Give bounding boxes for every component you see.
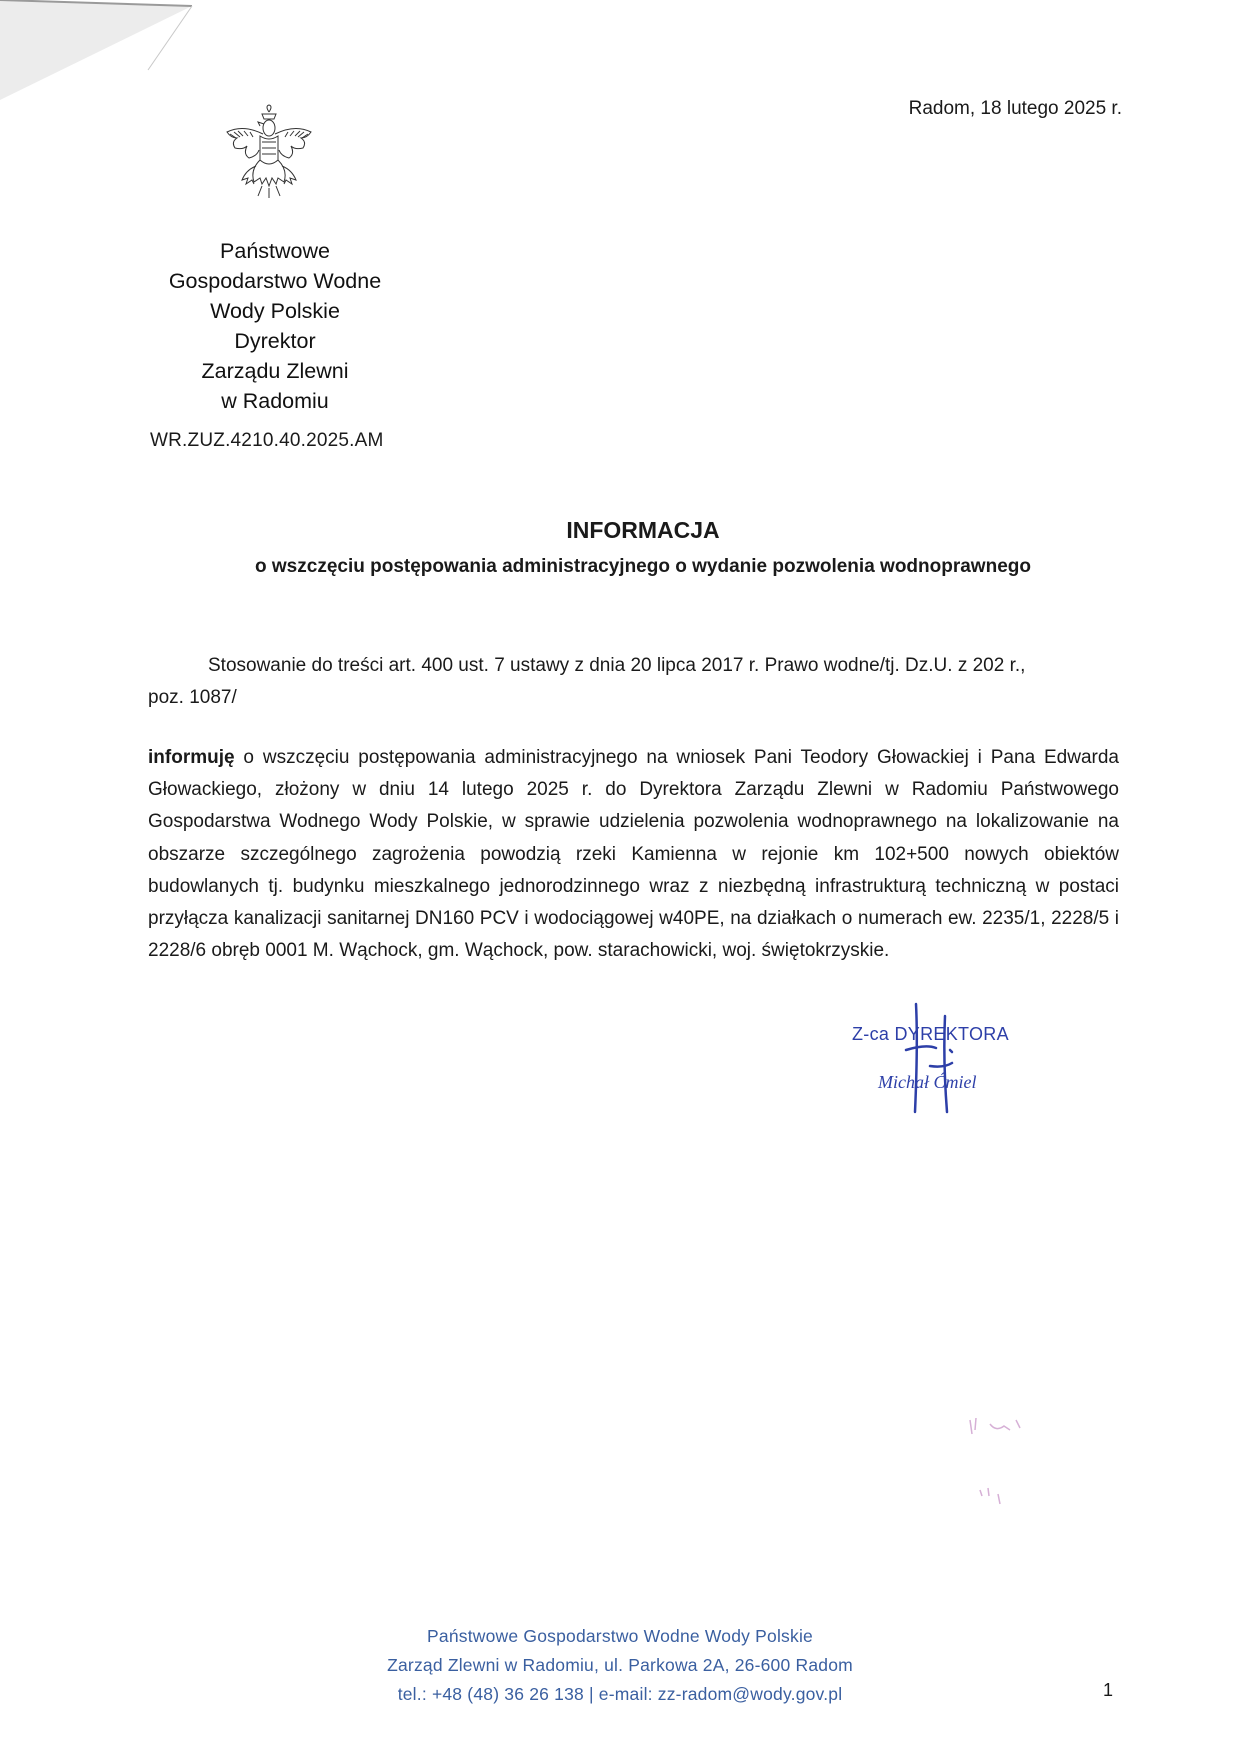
polish-eagle-emblem-icon xyxy=(222,104,316,204)
document-title: INFORMACJA xyxy=(566,517,720,543)
signature-stamp xyxy=(842,1000,1042,1120)
authority-line: Zarządu Zlewni xyxy=(201,359,349,383)
legal-basis xyxy=(148,650,1118,714)
authority-line: Wody Polskie xyxy=(210,299,340,323)
legal-basis-line: poz. 1087/ xyxy=(148,687,237,708)
reference-number: WR.ZUZ.4210.40.2025.AM xyxy=(150,430,384,451)
authority-line: Gospodarstwo Wodne xyxy=(168,269,382,293)
authority-line: Dyrektor xyxy=(234,329,316,353)
footer-line: tel.: +48 (48) 36 26 138 | e-mail: zz-radom@wody.gov.pl xyxy=(397,1684,843,1704)
signature-name: Michał Ćmiel xyxy=(878,1072,977,1092)
signature-role: Z-ca DYREKTORA xyxy=(852,1024,1009,1044)
handwritten-signature-icon xyxy=(842,1000,1042,1120)
authority-line: Państwowe xyxy=(220,239,330,263)
legal-basis-line: Stosowanie do treści art. 400 ust. 7 ustawy z dnia 20 lipca 2017 r. Prawo wodne/tj. Dz.U. z 202 r., xyxy=(208,655,1026,676)
footer xyxy=(0,1622,1240,1709)
document-date: Radom, 18 lutego 2025 r. xyxy=(908,98,1122,119)
body-text: o wszczęciu postępowania administracyjnego na wniosek Pani Teodory Głowackiej i Pana Edwarda Głowackiego, złożony w dniu 14 lutego 2025 r. do Dyrektora Zarządu Zlewni w Radomiu Państwowego Gospodarstwa Wodnego Wody Polskie, w sprawie udzielenia pozwolenia wodnoprawnego na lokalizowanie na obszarze szczególnego zagrożenia powodzią rzeki Kamienna w rejonie km 102+500 nowych obiektów budowlanych tj. budynku mieszkalnego jednorodzinnego wraz z niezbędną infrastrukturą techniczną w postaci przyłącza kanalizacji sanitarnej DN160 PCV i wodociągowej w40PE, na działkach o numerach ew. 2235/1, 2228/5 i 2228/6 obręb 0001 M. Wąchock, gm. Wąchock, pow. starachowicki, woj. świętokrzyskie. xyxy=(148,747,1119,962)
footer-line: Zarząd Zlewni w Radomiu, ul. Parkowa 2A, 26-600 Radom xyxy=(387,1655,853,1675)
footer-line: Państwowe Gospodarstwo Wodne Wody Polskie xyxy=(427,1626,813,1646)
page-number: 1 xyxy=(1103,1680,1114,1700)
body-paragraph xyxy=(148,742,1119,967)
body-lead-word: informuję xyxy=(148,747,235,768)
issuing-authority xyxy=(140,236,410,416)
faint-stamp-marks xyxy=(960,1410,1080,1510)
scan-corner-fold xyxy=(0,0,200,110)
authority-line: w Radomiu xyxy=(221,389,329,413)
document-subtitle: o wszczęciu postępowania administracyjnego o wydanie pozwolenia wodnoprawnego xyxy=(255,556,1031,577)
